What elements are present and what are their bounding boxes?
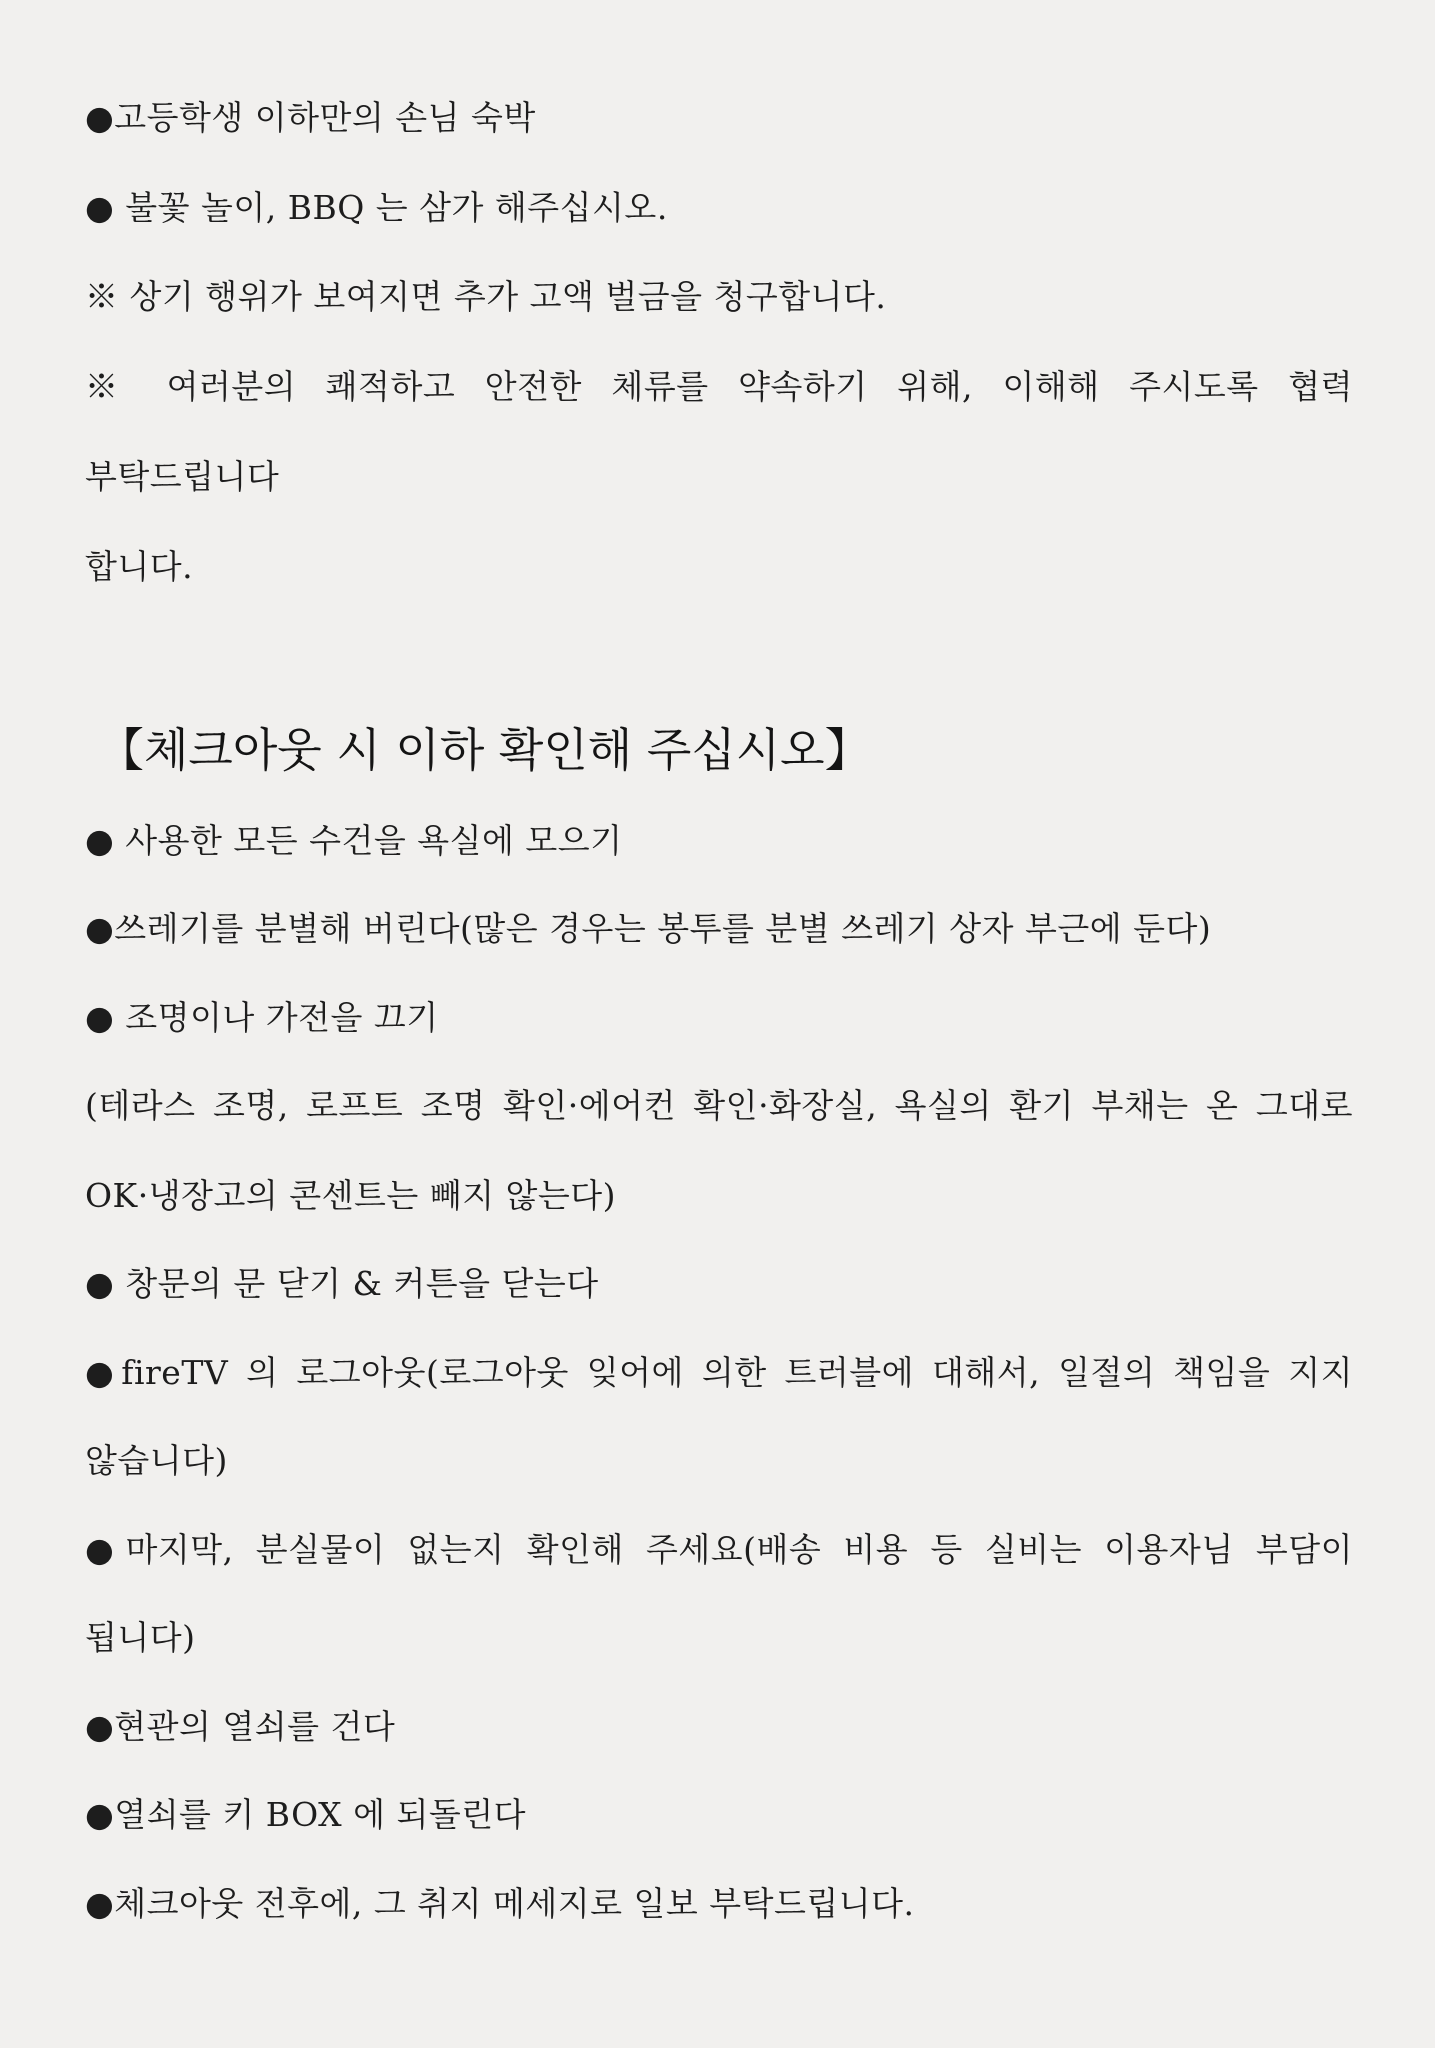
checkout-return-key: ●열쇠를 키 BOX 에 되돌린다 xyxy=(85,1795,526,1834)
checkout-windows: ● 창문의 문 닫기 & 커튼을 닫는다 xyxy=(85,1264,599,1303)
checkout-lost-items: ●마지막, 분실물이 없는지 확인해 주세요(배송 비용 등 실비는 이용자님 부담이 xyxy=(85,1530,1353,1569)
checkout-firetv-cont: 않습니다) xyxy=(85,1441,228,1480)
checkout-firetv: ●fireTV 의 로그아웃(로그아웃 잊어에 의한 트러블에 대해서, 일절의 책임을 지지 xyxy=(85,1353,1353,1392)
rule-line-cooperation: ※ 여러분의 쾌적하고 안전한 체류를 약속하기 위해, 이해해 주시도록 협력 xyxy=(85,367,1353,406)
rule-line-fireworks: ● 불꽃 놀이, BBQ 는 삼가 해주십시오. xyxy=(85,188,668,227)
checkout-trash: ●쓰레기를 분별해 버린다(많은 경우는 봉투를 분별 쓰레기 상자 부근에 둔다) xyxy=(85,909,1212,948)
checkout-lost-items-cont: 됩니다) xyxy=(85,1618,196,1657)
checkout-lock-door: ●현관의 열쇠를 건다 xyxy=(85,1707,396,1746)
checkout-towels: ● 사용한 모든 수건을 욕실에 모으기 xyxy=(85,821,623,860)
rule-line-closing: 합니다. xyxy=(85,547,194,586)
checkout-message: ●체크아웃 전후에, 그 취지 메세지로 일보 부탁드립니다. xyxy=(85,1884,915,1923)
rule-line-request: 부탁드립니다 xyxy=(85,457,280,496)
checkout-lights: ● 조명이나 가전을 끄기 xyxy=(85,998,439,1037)
rule-line-fine: ※ 상기 행위가 보여지면 추가 고액 벌금을 청구합니다. xyxy=(85,277,887,316)
checkout-lights-detail: (테라스 조명, 로프트 조명 확인·에어컨 확인·화장실, 욕실의 환기 부채는 온 그대로 xyxy=(85,1086,1353,1125)
rule-line-guest-age: ●고등학생 이하만의 손님 숙박 xyxy=(85,98,536,137)
checkout-lights-detail-cont: OK·냉장고의 콘센트는 빼지 않는다) xyxy=(85,1176,616,1215)
checkout-heading: 【체크아웃 시 이하 확인해 주십시오】 xyxy=(98,723,871,777)
